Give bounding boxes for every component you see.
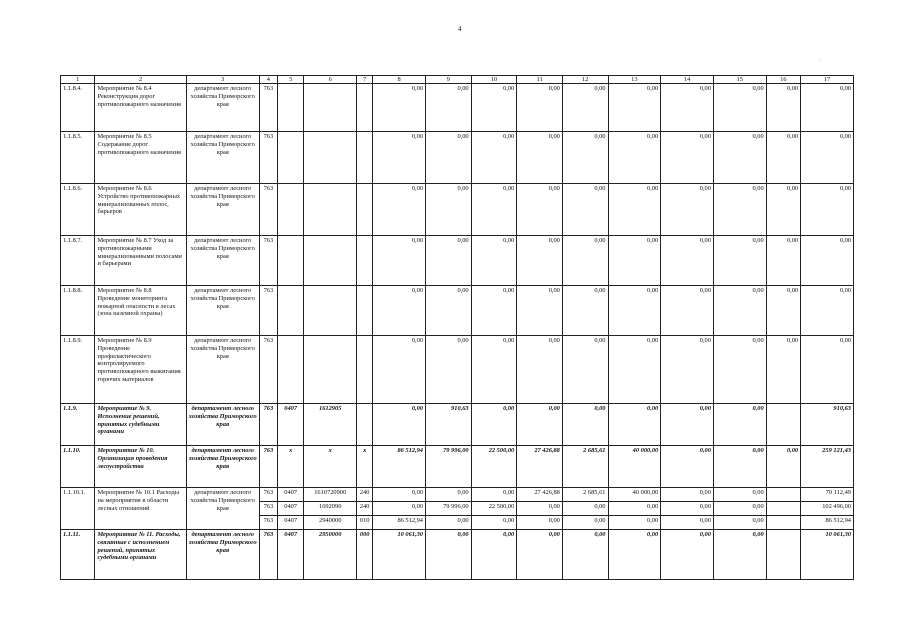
value-cell: 0,00	[373, 184, 426, 236]
value-cell: 2 685,61	[562, 488, 608, 502]
column-number: 12	[562, 76, 608, 84]
column-number: 6	[304, 76, 357, 84]
table-body	[61, 76, 854, 580]
vr-code	[357, 286, 373, 336]
rz-code: 0407	[277, 530, 303, 580]
value-cell: 10 061,30	[373, 530, 426, 580]
value-cell: 0,00	[661, 446, 714, 488]
rz-code	[277, 132, 303, 184]
value-cell: 0,00	[373, 404, 426, 446]
value-cell: 0,00	[471, 236, 517, 286]
table-row	[61, 286, 854, 336]
column-number: 9	[426, 76, 472, 84]
value-cell: 0,00	[661, 236, 714, 286]
value-cell: 910,63	[801, 404, 854, 446]
row-name: Мероприятие № 8.7 Уход за противопожарными минерализованными полосами и барьерами	[95, 236, 186, 286]
value-cell: 0,00	[766, 132, 800, 184]
grbs-code: 763	[259, 404, 277, 446]
value-cell: 0,00	[471, 516, 517, 530]
vr-code	[357, 236, 373, 286]
row-code: 1.1.8.9.	[61, 336, 95, 404]
csr-code: 2940000	[304, 516, 357, 530]
csr-code	[304, 286, 357, 336]
value-cell: 0,00	[517, 236, 563, 286]
value-cell: 0,00	[471, 84, 517, 132]
row-name: Мероприятие № 10.1 Расходы на мероприятия в области лесных отношений	[95, 488, 186, 530]
value-cell: 0,00	[713, 516, 766, 530]
column-number: 14	[661, 76, 714, 84]
value-cell: 0,00	[373, 488, 426, 502]
rz-code	[277, 184, 303, 236]
rz-code: 0407	[277, 404, 303, 446]
value-cell: 0,00	[661, 84, 714, 132]
table-row	[61, 446, 854, 488]
value-cell: 0,00	[713, 132, 766, 184]
table-row	[61, 236, 854, 286]
value-cell: 10 061,30	[801, 530, 854, 580]
value-cell: 0,00	[713, 84, 766, 132]
column-number: 15	[713, 76, 766, 84]
row-executor: департамент лесного хозяйства Приморского края	[186, 446, 259, 488]
value-cell: 0,00	[517, 516, 563, 530]
vr-code: 000	[357, 530, 373, 580]
grbs-code: 763	[259, 446, 277, 488]
value-cell: 22 500,00	[471, 446, 517, 488]
value-cell: 0,00	[562, 184, 608, 236]
row-executor: департамент лесного хозяйства Приморского края	[186, 184, 259, 236]
value-cell: 0,00	[608, 530, 661, 580]
value-cell	[766, 530, 800, 580]
rz-code: 0407	[277, 488, 303, 502]
value-cell: 0,00	[426, 184, 472, 236]
value-cell: 86 512,94	[373, 516, 426, 530]
column-number: 3	[186, 76, 259, 84]
value-cell	[766, 502, 800, 516]
value-cell: 0,00	[562, 530, 608, 580]
value-cell: 0,00	[426, 516, 472, 530]
grbs-code: 763	[259, 236, 277, 286]
value-cell: 0,00	[766, 286, 800, 336]
vr-code: 010	[357, 516, 373, 530]
csr-code	[304, 184, 357, 236]
value-cell: 0,00	[517, 336, 563, 404]
grbs-code: 763	[259, 286, 277, 336]
value-cell: 0,00	[713, 286, 766, 336]
table-row	[61, 488, 854, 502]
row-name: Мероприятие № 11. Расходы, связанные с исполнением решений, принятых судебными органами	[95, 530, 186, 580]
value-cell: 70 112,49	[801, 488, 854, 502]
value-cell: 0,00	[373, 502, 426, 516]
value-cell: 0,00	[661, 286, 714, 336]
vr-code	[357, 184, 373, 236]
budget-table	[60, 75, 854, 580]
value-cell: 0,00	[562, 404, 608, 446]
value-cell: 0,00	[517, 184, 563, 236]
value-cell: 0,00	[713, 502, 766, 516]
value-cell: 0,00	[373, 132, 426, 184]
value-cell: 910,63	[426, 404, 472, 446]
csr-code	[304, 336, 357, 404]
table-row	[61, 530, 854, 580]
vr-code: х	[357, 446, 373, 488]
csr-code: 1692090	[304, 502, 357, 516]
row-name: Мероприятие № 8.8 Проведение мониторинга пожарной опасности в лесах (зона наземной охраны)	[95, 286, 186, 336]
value-cell: 259 121,43	[801, 446, 854, 488]
row-code: 1.1.11.	[61, 530, 95, 580]
value-cell: 79 996,00	[426, 502, 472, 516]
value-cell: 22 500,00	[471, 502, 517, 516]
table-row	[61, 336, 854, 404]
row-code: 1.1.8.5.	[61, 132, 95, 184]
value-cell: 0,00	[562, 84, 608, 132]
value-cell: 40 000,00	[608, 488, 661, 502]
value-cell: 0,00	[471, 184, 517, 236]
value-cell: 0,00	[426, 236, 472, 286]
table-row	[61, 84, 854, 132]
table-row	[61, 132, 854, 184]
value-cell: 0,00	[713, 236, 766, 286]
grbs-code: 763	[259, 516, 277, 530]
value-cell: 0,00	[471, 286, 517, 336]
value-cell: 0,00	[608, 236, 661, 286]
row-code: 1.1.10.	[61, 446, 95, 488]
value-cell: 0,00	[766, 336, 800, 404]
value-cell: 86 512,94	[801, 516, 854, 530]
value-cell: 0,00	[608, 286, 661, 336]
value-cell: 0,00	[373, 84, 426, 132]
value-cell: 0,00	[562, 286, 608, 336]
value-cell: 0,00	[426, 132, 472, 184]
value-cell: 0,00	[661, 516, 714, 530]
value-cell: 0,00	[562, 516, 608, 530]
csr-code	[304, 84, 357, 132]
csr-code	[304, 236, 357, 286]
vr-code: 240	[357, 488, 373, 502]
row-code: 1.1.10.1.	[61, 488, 95, 530]
row-executor: департамент лесного хозяйства Приморского края	[186, 236, 259, 286]
row-executor: департамент лесного хозяйства Приморского края	[186, 84, 259, 132]
row-name: Мероприятие № 8.9 Проведение профилактического контролируемого противопожарного выжигания горючих материалов	[95, 336, 186, 404]
value-cell: 0,00	[661, 184, 714, 236]
column-number: 2	[95, 76, 186, 84]
value-cell: 0,00	[608, 502, 661, 516]
value-cell: 0,00	[608, 84, 661, 132]
value-cell: 0,00	[766, 446, 800, 488]
csr-code: х	[304, 446, 357, 488]
value-cell: 0,00	[517, 530, 563, 580]
value-cell	[766, 404, 800, 446]
row-executor: департамент лесного хозяйства Приморского края	[186, 404, 259, 446]
column-number: 16	[766, 76, 800, 84]
value-cell: 0,00	[517, 84, 563, 132]
value-cell: 0,00	[562, 502, 608, 516]
value-cell: 0,00	[801, 336, 854, 404]
row-name: Мероприятие № 8.5 Содержание дорог противопожарного назначения	[95, 132, 186, 184]
value-cell: 0,00	[661, 502, 714, 516]
value-cell: 0,00	[661, 132, 714, 184]
value-cell: 0,00	[471, 530, 517, 580]
value-cell: 0,00	[471, 132, 517, 184]
grbs-code: 763	[259, 336, 277, 404]
column-number: 5	[277, 76, 303, 84]
page-number: 4	[458, 25, 462, 33]
value-cell: 0,00	[608, 336, 661, 404]
value-cell: 0,00	[517, 502, 563, 516]
value-cell: 0,00	[713, 184, 766, 236]
value-cell: 0,00	[713, 488, 766, 502]
rz-code	[277, 336, 303, 404]
value-cell: 0,00	[713, 404, 766, 446]
value-cell: 0,00	[801, 286, 854, 336]
value-cell: 0,00	[608, 132, 661, 184]
value-cell: 0,00	[801, 84, 854, 132]
grbs-code: 763	[259, 488, 277, 502]
row-executor: департамент лесного хозяйства Приморского края	[186, 286, 259, 336]
vr-code	[357, 336, 373, 404]
corner-mark: .	[820, 57, 822, 63]
rz-code: 0407	[277, 516, 303, 530]
csr-code: 1612905	[304, 404, 357, 446]
column-number: 7	[357, 76, 373, 84]
value-cell: 0,00	[661, 404, 714, 446]
row-executor: департамент лесного хозяйства Приморского края	[186, 336, 259, 404]
row-name: Мероприятие № 9. Исполнение решений, принятых судебными органами	[95, 404, 186, 446]
column-number: 10	[471, 76, 517, 84]
grbs-code: 763	[259, 84, 277, 132]
value-cell: 0,00	[373, 236, 426, 286]
value-cell: 0,00	[801, 184, 854, 236]
value-cell: 0,00	[517, 286, 563, 336]
value-cell: 0,00	[608, 184, 661, 236]
value-cell: 0,00	[661, 488, 714, 502]
value-cell: 102 496,00	[801, 502, 854, 516]
value-cell: 0,00	[517, 132, 563, 184]
value-cell: 0,00	[801, 236, 854, 286]
row-executor: департамент лесного хозяйства Приморского края	[186, 530, 259, 580]
grbs-code: 763	[259, 184, 277, 236]
value-cell: 0,00	[426, 286, 472, 336]
value-cell: 0,00	[517, 404, 563, 446]
csr-code: 2950000	[304, 530, 357, 580]
row-name: Мероприятие № 8.4 Реконструкция дорог противопожарного назначения	[95, 84, 186, 132]
value-cell: 0,00	[426, 336, 472, 404]
value-cell: 0,00	[373, 286, 426, 336]
column-number: 4	[259, 76, 277, 84]
value-cell: 0,00	[713, 446, 766, 488]
rz-code	[277, 236, 303, 286]
value-cell: 27 426,88	[517, 488, 563, 502]
row-code: 1.1.8.6.	[61, 184, 95, 236]
value-cell	[766, 516, 800, 530]
csr-code	[304, 132, 357, 184]
row-executor: департамент лесного хозяйства Приморского края	[186, 488, 259, 530]
vr-code: 240	[357, 502, 373, 516]
grbs-code: 763	[259, 530, 277, 580]
table-row	[61, 404, 854, 446]
row-name: Мероприятие № 8.6 Устройство противопожарных минерализованных полос, барьеров	[95, 184, 186, 236]
value-cell: 40 000,00	[608, 446, 661, 488]
value-cell: 0,00	[608, 516, 661, 530]
value-cell: 0,00	[562, 336, 608, 404]
value-cell: 0,00	[766, 84, 800, 132]
value-cell: 0,00	[373, 336, 426, 404]
value-cell: 2 685,61	[562, 446, 608, 488]
vr-code	[357, 404, 373, 446]
table-row	[61, 184, 854, 236]
value-cell: 0,00	[766, 236, 800, 286]
value-cell: 0,00	[426, 84, 472, 132]
rz-code: 0407	[277, 502, 303, 516]
row-executor: департамент лесного хозяйства Приморского края	[186, 132, 259, 184]
value-cell: 27 426,88	[517, 446, 563, 488]
value-cell: 0,00	[562, 236, 608, 286]
value-cell: 0,00	[471, 488, 517, 502]
column-number: 17	[801, 76, 854, 84]
value-cell: 0,00	[661, 336, 714, 404]
value-cell: 86 512,94	[373, 446, 426, 488]
value-cell: 0,00	[713, 336, 766, 404]
row-code: 1.1.8.4.	[61, 84, 95, 132]
grbs-code: 763	[259, 132, 277, 184]
csr-code: 1610720900	[304, 488, 357, 502]
column-number: 1	[61, 76, 95, 84]
rz-code	[277, 286, 303, 336]
column-number-row	[61, 76, 854, 84]
value-cell: 0,00	[562, 132, 608, 184]
value-cell: 0,00	[661, 530, 714, 580]
value-cell: 0,00	[426, 488, 472, 502]
value-cell: 0,00	[471, 404, 517, 446]
column-number: 11	[517, 76, 563, 84]
row-code: 1.1.9.	[61, 404, 95, 446]
column-number: 13	[608, 76, 661, 84]
value-cell: 0,00	[471, 336, 517, 404]
row-name: Мероприятие № 10. Организация проведения лесоустройства	[95, 446, 186, 488]
value-cell: 0,00	[608, 404, 661, 446]
row-code: 1.1.8.8.	[61, 286, 95, 336]
value-cell	[766, 488, 800, 502]
vr-code	[357, 132, 373, 184]
value-cell: 0,00	[426, 530, 472, 580]
rz-code	[277, 84, 303, 132]
vr-code	[357, 84, 373, 132]
grbs-code: 763	[259, 502, 277, 516]
value-cell: 79 996,00	[426, 446, 472, 488]
column-number: 8	[373, 76, 426, 84]
rz-code: х	[277, 446, 303, 488]
row-code: 1.1.8.7.	[61, 236, 95, 286]
value-cell: 0,00	[801, 132, 854, 184]
value-cell: 0,00	[713, 530, 766, 580]
value-cell: 0,00	[766, 184, 800, 236]
